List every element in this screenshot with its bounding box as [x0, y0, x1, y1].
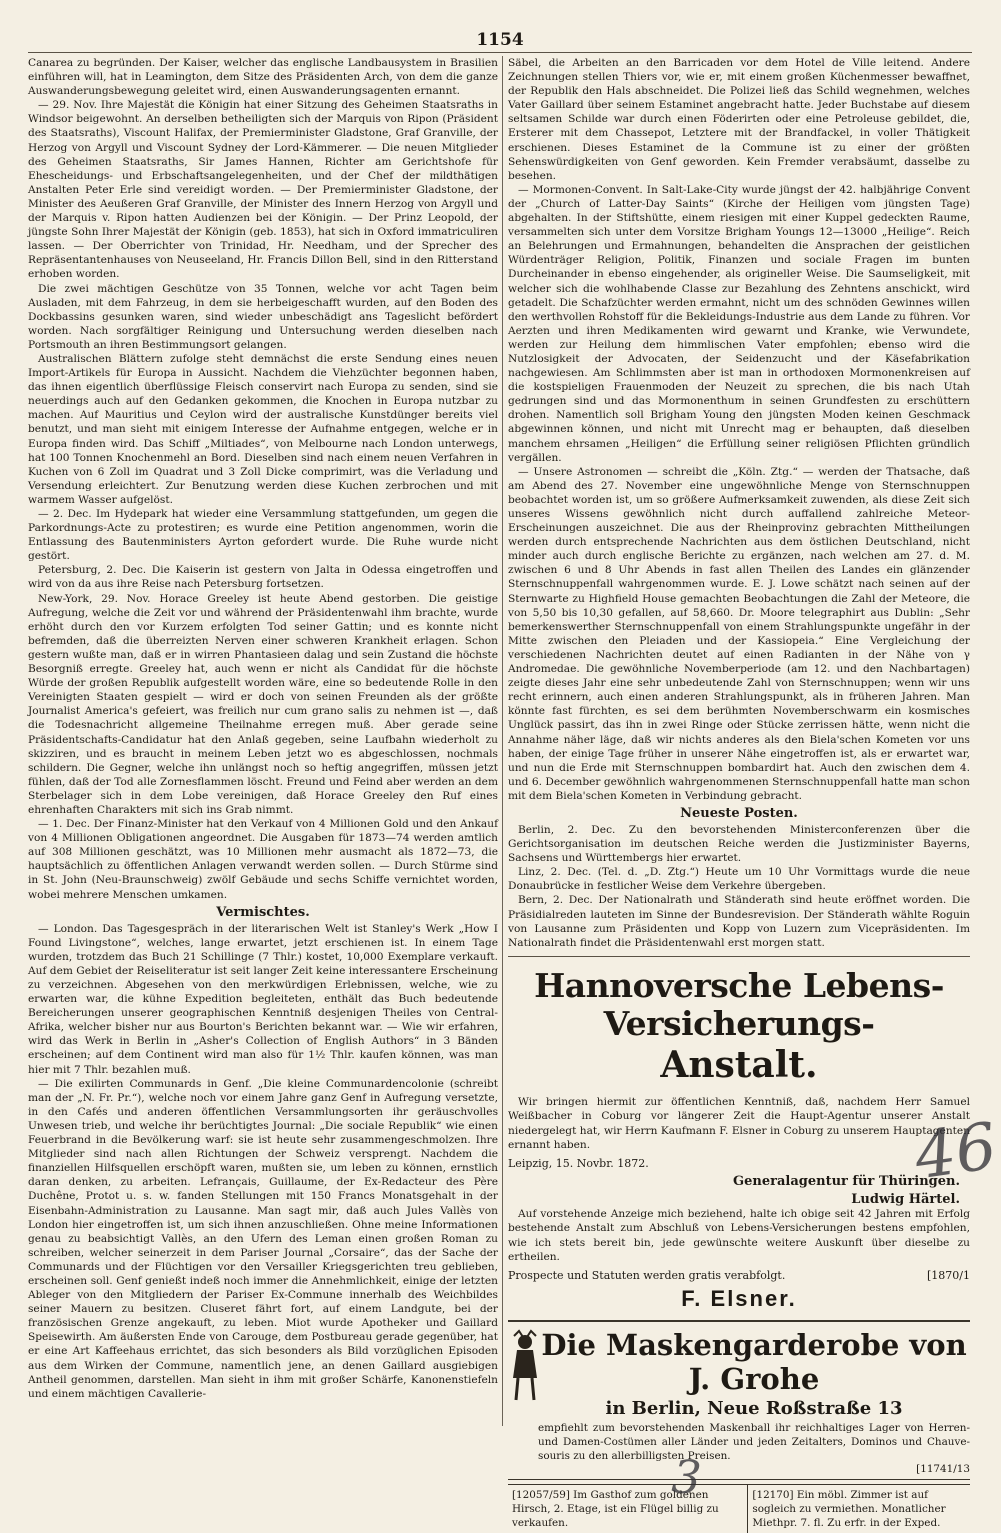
article-australia: Australischen Blättern zufolge steht demnächst die erste Sendung eines neuen Import-Artikels für Europa in Aussicht. Nachdem die Viehzüchter begonnen haben, das ihnen eigentlich überflüssige Fleisch conservirt nach Europa zu senden, sind sie neuerdings auch auf den Gedanken gekommen, die Knochen in Europa nutzbar zu machen. Auf Mauritius und Ceylon wird der australische Kunstdünger bereits viel benutzt, und man sieht mit einigem Interesse der Aufnahme entgegen, welche er in Europa finden wird. Das Schiff „Miltiades“, von Melbourne nach London unterwegs, hat 100 Tonnen Knochenmehl an Bord. Dieselben sind nach einem neuen Verfahren in Kuchen von 6 Zoll im Quadrat und 3 Zoll Dicke comprimirt, was die Verladung und Versendung erleichtert. Zur Benutzung werden diese Kuchen zerbrochen und mit warmem Wasser aufgelöst.: [28, 352, 498, 506]
insurance-advertisement: [508, 956, 970, 1312]
insurance-ad-elsner: F. Elsner.: [681, 1285, 797, 1311]
classified-ads: [508, 1484, 970, 1533]
mask-ad-address: in Berlin, Neue Roßstraße 13: [605, 1397, 903, 1419]
news-berlin: Berlin, 2. Dec. Zu den bevorstehenden Ministerconferenzen über die Gerichtsorganisation im deutschen Reiche werden die Justizminister Bayerns, Sachsens und Württembergs hier erwartet.: [508, 823, 970, 865]
article-london-stanley: — London. Das Tagesgespräch in der literarischen Welt ist Stanley's Werk „How I Found Livingstone“, welches, lange erwartet, jetzt erschienen ist. In einem Tage wurden, trotzdem das Buch 21 Schillinge (7 Thlr.) kostet, 10,000 Exemplare verkauft. Auf dem Gebiet der Reiseliteratur ist seit langer Zeit keine interessantere Erscheinung zu verzeichnen. Abgesehen von den merkwürdigen Erlebnissen, welche, wie zu erwarten war, die kühne Expedition begleiteten, enthält das Buch bedeutende Bereicherungen unserer geographischen Kenntniß desjenigen Theiles von Central-Afrika, welcher bisher nur aus Bourton's Berichten bekannt war. — Wie wir erfahren, wird das Werk in Berlin in „Asher's Collection of English Authors“ in 3 Bänden erscheinen; auf dem Continent wird man also für 1½ Thlr. kaufen können, was man hier mit 7 Thlr. bezahlen muß.: [28, 922, 498, 1076]
mask-ad-title: Die Maskengarderobe von J. Grohe: [541, 1327, 967, 1396]
section-heading-vermischtes: Vermischtes.: [216, 904, 310, 920]
article-mormons: — Mormonen-Convent. In Salt-Lake-City wurde jüngst der 42. halbjährige Convent der „Church of Latter-Day Saints“ (Kirche der Heiligen vom jüngsten Tage) abgehalten. In der Stiftshütte, einem riesigen mit einer Kuppel gedeckten Raume, versammelten sich unter dem Vorsitze Brigham Youngs 12—13000 „Heilige“. Reich an Belehrungen und Ermahnungen, behandelten die Ansprachen der geistlichen Würdenträger Religion, Politik, Finanzen und sociale Fragen im bunten Durcheinander in ebenso eingehender, als origineller Weise. Die Saumseligkeit, mit welcher sich die wohlhabende Classe zur Bezahlung des Zehntens anschickt, wird getadelt. Die Schafzüchter werden ermahnt, nicht um des schnöden Gewinnes willen den werthvollen Rohstoff für die Bekleidungs-Industrie aus dem Lande zu führen. Vor Aerzten und ihren Medikamenten wird gewarnt und Kranke, wie Verwundete, werden zur Heilung dem himmlischen Vater empfohlen; ebenso wird die Nutzlosigkeit der Advocaten, der Seidenzucht und der Käsefabrikation nachgewiesen. Am Schlimmsten aber ist man in orthodoxen Mormonenkreisen auf die kostspieligen Frauenmoden der Neuzeit zu sprechen, die bis nach Utah gedrungen sind und das Mormonenthum in seinen Grundfesten zu erschüttern drohen. Namentlich soll Brigham Young den jüngsten Moden keinen Geschmack abgewinnen können, und nicht mit Unrecht mag er behaupten, daß dieselben manchem ehrsamen „Heiligen“ die Erfüllung seiner religiösen Pflichten gründlich vergällen.: [508, 183, 970, 464]
article-petersburg: Petersburg, 2. Dec. Die Kaiserin ist gestern von Jalta in Odessa eingetroffen und wird von da aus ihre Reise nach Petersburg fortsetzen.: [28, 564, 498, 591]
article-communards: — Die exilirten Communards in Genf. „Die kleine Communardencolonie (schreibt man der „N. Fr. Pr.“), welche noch vor einem Jahre ganz Genf in Aufregung versetzte, in den Cafés und anderen öffentlichen Versammlungsorten ihr geräuschvolles Unwesen trieb, und welche ihr berüchtigtes Journal: „Die sociale Republik“ wie einen Feuerbrand in die Bevölkerung warf: sie ist heute sehr zusammengeschmolzen. Ihre Mitglieder sind nach allen Richtungen der Schweiz versprengt. Nachdem die finanziellen Hilfsquellen erschöpft waren, mußten sie, um leben zu können, ernstlich daran denken, zu arbeiten. Lefrançais, Guillaume, der Ex-Redacteur des Père Duchêne, Protot u. s. w. fanden Stellungen mit 150 Francs Monatsgehalt in der Eisenbahn-Administration zu Lausanne. Man sagt mir, daß auch Jules Vallès von London hier eingetroffen ist, um sich ihnen anzuschließen. Ohne meine Informationen genau zu beabsichtigt Vallès, an den Ufern des Leman einen großen Roman zu schreiben, welcher seinerzeit in dem Pariser Journal „Corsaire“, das der Sache der Communards und der Flüchtigen vor den Versailler Kriegsgerichten treu geblieben, erscheinen soll. Genf genießt indeß noch immer die Annehmlichkeit, einige der letzten Ableger von den Mitgliedern der Pariser Ex-Commune innerhalb des Weichbildes seiner Mauern zu besitzen. Cluseret fährt fort, auf einem Landgute, bei der französischen Grenze angekauft, zu leben. Miot wurde Apotheker und Gaillard Speisewirth. Am äußersten Ende von Carouge, dem Postbureau gerade gegenüber, hat er eine Art Kaffeehaus errichtet, das sich besonders als Bild vorzüglichen Episoden aus dem Wirken der Commune, namentlich jene, an denen Gaillard ausgiebigen Antheil genommen, darstellen. Man sieht in ihm mit großer Schärfe, Kanonenstiefeln und einem mächtigen Cavallerie-: [28, 1077, 498, 1400]
insurance-ad-agency: Generalagentur für Thüringen.: [733, 1173, 960, 1189]
mask-ad-body: empfiehlt zum bevorstehenden Maskenball ihr reichhaltiges Lager von Herren- und Damen-Costümen aller Länder und jeden Zeitalters, Dominos und Chauve-souris zu den allerbilligsten Preisen.: [538, 1421, 970, 1462]
article-finance: — 1. Dec. Der Finanz-Minister hat den Verkauf von 4 Millionen Gold und den Ankauf von 4 Millionen Obligationen angeordnet. Die Ausgaben für 1873—74 werden amtlich auf 308 Millionen geschätzt, was 10 Millionen mehr ausmacht als 1872—73, die hauptsächlich zu öffentlichen Anlagen verwandt werden sollen. — Durch Stürme sind in St. John (Neu-Braunschweig) zwölf Gebäude und sechs Schiffe vernichtet worden, wobei mehrere Menschen umkamen.: [28, 818, 498, 901]
handwritten-number-46: 46: [909, 1109, 1001, 1195]
section-heading-latest-news: Neueste Posten.: [680, 805, 798, 821]
insurance-ad-place-date: Leipzig, 15. Novbr. 1872.: [508, 1156, 649, 1170]
article-guns: Die zwei mächtigen Geschütze von 35 Tonnen, welche vor acht Tagen beim Ausladen, mit dem Fahrzeug, in dem sie herbeigeschafft wurden, auf den Boden des Dockbassins gesunken waren, sind wieder unbeschädigt ans Tageslicht befördert worden. Nach sorgfältiger Reinigung und Untersuchung werden dieselben nach Portsmouth an ihren Bestimmungsort gelangen.: [28, 282, 498, 351]
insurance-ad-ref: [1870/1: [927, 1268, 970, 1282]
column-divider: [502, 56, 503, 1426]
handwritten-number-3: 3: [670, 1449, 704, 1505]
article-brazil: Canarea zu begründen. Der Kaiser, welcher das englische Landbausystem in Brasilien einführen will, hat in Leamington, dem Sitze des Präsidenten Arch, von dem die ganze Auswanderungsbewegung geleitet wird, einen Auswanderungsagenten ernannt.: [28, 57, 498, 98]
jester-figure-icon: [508, 1330, 542, 1402]
insurance-ad-subtitle: Anstalt.: [660, 1043, 818, 1086]
insurance-ad-prospect: Prospecte und Statuten werden gratis verabfolgt.: [508, 1268, 786, 1282]
article-meteors: — Unsere Astronomen — schreibt die „Köln. Ztg.“ — werden der Thatsache, daß am Abend des 27. November eine ungewöhnliche Menge von Sternschnuppen beobachtet worden ist, um so größere Aufmerksamkeit zuwenden, als diese Zeit sich unseres Wissens gewöhnlich nicht durch auffallend zahlreiche Meteor-Erscheinungen auszeichnet. Die aus der Rheinprovinz gebrachten Mittheilungen werden durch entsprechende Nachrichten aus dem östlichen Deutschland, nicht minder auch durch englische Berichte zu ergänzen, nach welchen am 27. d. M. zwischen 6 und 8 Uhr Abends in fast allen Theilen des Landes ein glänzender Sternschnuppenfall wahrgenommen wurde. E. J. Lowe schätzt nach seinen auf der Sternwarte zu Highfield House gemachten Beobachtungen die Zahl der Meteore, die von 5,50 bis 10,30 gefallen, auf 58,660. Dr. Moore telegraphirt aus Dublin: „Sehr bemerkenswerther Sternschnuppenfall von einem Strahlungspunkte ungefähr in der Mitte zwischen den Pleiaden und der Kassiopeia.“ Eine Vergleichung der verschiedenen Nachrichten deutet auf einen Radianten in der Nähe von γ Andromedae. Die gewöhnliche Novemberperiode (am 12. und den Nachbartagen) zeigte dieses Jahr eine sehr unbedeutende Zahl von Sternschnuppen; wenn wir uns recht erinnern, auch einen anderen Strahlungspunkt, als in früheren Jahren. Man könnte fast fürchten, es sei dem berühmten Novemberschwarm ein kosmisches Unglück passirt, das ihn in zwei Ringe oder Stücke zerrissen hätte, wenn nicht die Annahme näher läge, daß wir nichts anderes als den Biela'schen Kometen vor uns haben, der einige Tage früher in unserer Nähe eingetroffen ist, als er erwartet war, und nun die Erde mit Sternschnuppen bombardirt hat. Auch den zwischen dem 4. und 6. December gewöhnlich wahrgenommenen Sternschnuppenfall hatte man schon mit dem Biela'schen Kometen in Verbindung gebracht.: [508, 465, 970, 802]
article-estaminet: Säbel, die Arbeiten an den Barricaden vor dem Hotel de Ville leitend. Andere Zeichnungen stellen Thiers vor, wie er, mit einem großen Küchenmesser bewaffnet, der Republik den Hals abschneidet. Die Polizei ließ das Schild wegnehmen, welches Vater Gaillard über seinem Estaminet angebracht hatte. Jeder Buchstabe auf diesem seltsamen Schilde war durch einen Föderirten oder eine Petroleuse gebildet, die, Ersterer mit dem Chassepot, Letztere mit der Brandfackel, in voller Thätigkeit erschienen. Dieses Estaminet de la Commune ist zu einer der größten Sehenswürdigkeiten von Genf geworden. Kein Fremder verabsäumt, dasselbe zu besehen.: [508, 57, 970, 182]
insurance-ad-signatory: Ludwig Härtel.: [851, 1191, 960, 1207]
article-hydepark: — 2. Dec. Im Hydepark hat wieder eine Versammlung stattgefunden, um gegen die Parkordnungs-Acte zu protestiren; es wurde eine Petition angenommen, worin die Entlassung des Bautenministers Ayrton gefordert wurde. Die Ruhe wurde nicht gestört.: [28, 508, 498, 563]
insurance-ad-title: Hannoversche Lebens-Versicherungs-: [534, 965, 944, 1043]
insurance-ad-footer: [508, 1269, 970, 1282]
classified-ad-room: [12170] Ein möbl. Zimmer ist auf sogleich zu vermiethen. Monatlicher Miethpr. 7. fl. Zu erfr. in der Exped.: [747, 1485, 970, 1533]
insurance-ad-body: Wir bringen hiermit zur öffentlichen Kenntniß, daß, nachdem Herr Samuel Weißbacher in Coburg vor längerer Zeit die Haupt-Agentur unserer Anstalt niedergelegt hat, wir Herrn Kaufmann F. Elsner in Coburg zu unserem Hauptagenten ernannt haben.: [508, 1095, 970, 1152]
news-bern: Bern, 2. Dec. Der Nationalrath und Ständerath sind heute eröffnet worden. Die Präsidialreden lauteten im Sinne der Bundesrevision. Der Ständerath wählte Roguin von Lausanne zum Präsidenten und Kopp von Luzern zum Vicepräsidenten. Im Nationalrath findet die Präsidentenwahl erst morgen statt.: [508, 894, 970, 949]
news-linz: Linz, 2. Dec. (Tel. d. „D. Ztg.“) Heute um 10 Uhr Vormittags wurde die neue Donaubrücke in festlicher Weise dem Verkehre übergeben.: [508, 866, 970, 893]
mask-advertisement: [508, 1320, 970, 1480]
mask-ad-ref: [11741/13: [916, 1462, 970, 1475]
classified-ad-piano: [12057/59] Im Gasthof zum goldenen Hirsch, 2. Etage, ist ein Flügel billig zu verkaufen.: [512, 1488, 719, 1529]
page-number: 1154: [476, 30, 524, 50]
header-rule: [28, 52, 972, 53]
right-column: [508, 56, 970, 1529]
insurance-ad-followup: Auf vorstehende Anzeige mich beziehend, halte ich obige seit 42 Jahren mit Erfolg bestehende Anstalt zum Abschluß von Lebens-Versicherungen bestens empfohlen, wie ich stets bereit bin, jede gewünschte weitere Auskunft über dieselbe zu ertheilen.: [508, 1207, 970, 1264]
left-column: [28, 56, 498, 1486]
article-newyork: New-York, 29. Nov. Horace Greeley ist heute Abend gestorben. Die geistige Aufregung, welche die Zeit vor und während der Präsidentenwahl ihm brachte, wurde erhöht durch den vor Kurzem erfolgten Tod seiner Gattin; und es konnte nicht befremden, daß die überreizten Nerven einer schweren Krankheit erlagen. Schon gestern wußte man, daß er in wirren Phantasieen dalag und sein Zustand die höchste Besorgniß erregte. Greeley hat, auch wenn er nicht als Candidat für die höchste Würde der großen Republik aufgestellt worden wäre, eine so bedeutende Rolle in den Vereinigten Staaten gespielt — wird er doch von seinen Freunden als der größte Journalist America's gefeiert, was freilich nur cum grano salis zu nehmen ist —, daß die Todesnachricht allgemeine Theilnahme erregen muß. Aber gerade seine Präsidentschafts-Candidatur hat den Anlaß gegeben, seine Laufbahn wiederholt zu skizziren, und es braucht in meinem Leben jetzt wo es abgeschlossen, nochmals schildern. Die Gegner, welche ihn unlängst noch so heftig angegriffen, müssen jetzt fühlen, daß der Tod alle Zornesflammen löscht. Freund und Feind aber werden an dem Sterbelager sich in dem Lobe vereinigen, daß Horace Greeley den Ruf eines ehrenhaften Charakters mit sich ins Grab nimmt.: [28, 592, 498, 816]
article-queen: — 29. Nov. Ihre Majestät die Königin hat einer Sitzung des Geheimen Staatsraths in Windsor beigewohnt. An derselben betheiligten sich der Marquis von Ripon (Präsident des Staatsraths), Viscount Halifax, der Premierminister Gladstone, Graf Granville, der Herzog von Argyll und Viscount Sydney der Lord-Kämmerer. — Die neuen Mitglieder des Geheimen Staatsraths, Sir James Hannen, Richter am Gerichtshofe für Ehescheidungs- und Erbschaftsangelegenheiten, und der Chef der mildthätigen Anstalten Peter Erle sind vereidigt worden. — Der Premierminister Gladstone, der Minister des Aeußeren Graf Granville, der Minister des Innern Herzog von Argyll und der Marquis v. Ripon hatten Audienzen bei der Königin. — Der Prinz Leopold, der jüngste Sohn Ihrer Majestät der Königin (geb. 1853), hat sich in Oxford immatriculiren lassen. — Der Oberrichter von Trinidad, Hr. Needham, und der Sprecher des Repräsentantenhauses von Neuseeland, Hr. Francis Dillon Bell, sind in den Ritterstand erhoben worden.: [28, 99, 498, 281]
